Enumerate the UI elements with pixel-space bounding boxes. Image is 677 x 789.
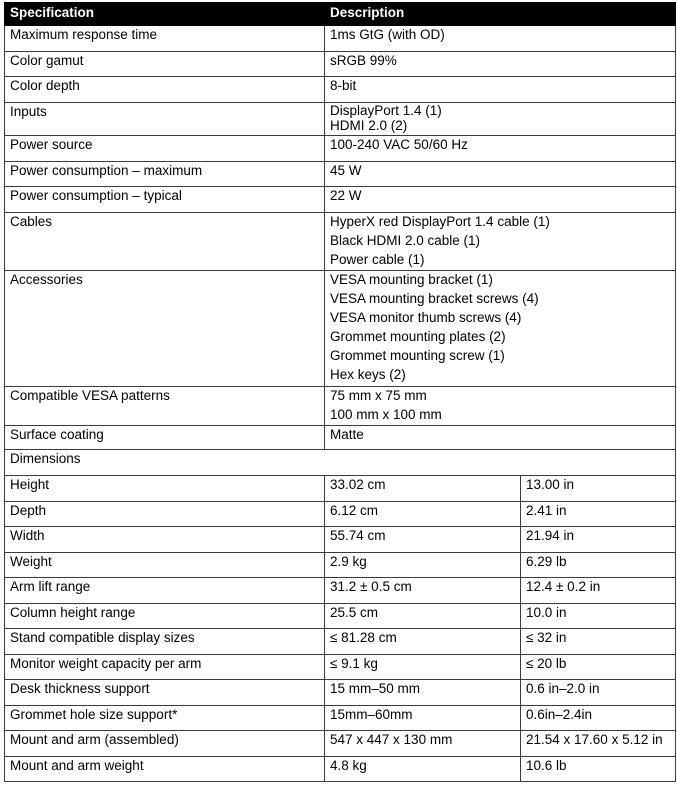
- table-row: [5, 502, 676, 527]
- spec-value: [325, 77, 676, 103]
- spec-value: [325, 187, 676, 213]
- table-row: [5, 213, 676, 271]
- dimension-imperial: 21.54 x 17.60 x 5.12 in: [521, 731, 676, 757]
- dimension-metric: 4.8 kg: [325, 757, 521, 782]
- dimension-label: Stand compatible display sizes: [5, 629, 325, 655]
- dimension-label: Depth: [5, 502, 325, 527]
- dimension-label: Grommet hole size support*: [5, 706, 325, 731]
- table-row: [5, 136, 676, 162]
- table-row: [5, 103, 676, 136]
- dimension-imperial: 10.0 in: [521, 604, 676, 629]
- dimension-imperial: 13.00 in: [521, 476, 676, 502]
- dimension-label: Column height range: [5, 604, 325, 629]
- table-row: [5, 604, 676, 629]
- table-row: [5, 527, 676, 553]
- table-row: [5, 655, 676, 680]
- spec-value-line: 45 W: [330, 163, 362, 178]
- spec-value-line: 22 W: [330, 188, 362, 203]
- header-specification: Specification: [5, 3, 325, 26]
- spec-value-line: HDMI 2.0 (2): [330, 118, 408, 133]
- table-row: [5, 426, 676, 450]
- spec-value-line: 1ms GtG (with OD): [330, 27, 445, 42]
- dimension-metric: 15mm–60mm: [325, 706, 521, 731]
- spec-value: [325, 271, 676, 387]
- dimension-label: Width: [5, 527, 325, 553]
- dimension-imperial: 10.6 lb: [521, 757, 676, 782]
- dimension-label: Monitor weight capacity per arm: [5, 655, 325, 680]
- table-row: [5, 26, 676, 52]
- dimension-metric: 2.9 kg: [325, 553, 521, 578]
- table-row: [5, 271, 676, 387]
- table-row: [5, 706, 676, 731]
- spec-label: Power source: [5, 136, 325, 162]
- spec-value-line: Grommet mounting plates (2): [330, 329, 506, 344]
- dimension-label: Mount and arm (assembled): [5, 731, 325, 757]
- spec-value: [325, 26, 676, 52]
- spec-value-line: Hex keys (2): [330, 367, 406, 382]
- dimension-metric: 33.02 cm: [325, 476, 521, 502]
- spec-value-line: DisplayPort 1.4 (1): [330, 103, 442, 118]
- dimension-imperial: ≤ 32 in: [521, 629, 676, 655]
- table-row: [5, 476, 676, 502]
- spec-value: [325, 213, 676, 271]
- dimension-metric: 55.74 cm: [325, 527, 521, 553]
- dimension-label: Weight: [5, 553, 325, 578]
- spec-label: Compatible VESA patterns: [5, 387, 325, 426]
- dimension-imperial: 2.41 in: [521, 502, 676, 527]
- spec-label: Maximum response time: [5, 26, 325, 52]
- spec-value-line: VESA mounting bracket (1): [330, 272, 493, 287]
- table-row: [5, 680, 676, 706]
- spec-table: [4, 2, 676, 782]
- dimension-label: Mount and arm weight: [5, 757, 325, 782]
- spec-value-line: Grommet mounting screw (1): [330, 348, 505, 363]
- dimension-metric: 31.2 ± 0.5 cm: [325, 578, 521, 604]
- table-row: [5, 578, 676, 604]
- spec-value-line: 100 mm x 100 mm: [330, 407, 442, 422]
- spec-label: Cables: [5, 213, 325, 271]
- dimension-metric: ≤ 81.28 cm: [325, 629, 521, 655]
- dimension-metric: ≤ 9.1 kg: [325, 655, 521, 680]
- dimension-imperial: 6.29 lb: [521, 553, 676, 578]
- table-row: [5, 629, 676, 655]
- spec-label: Inputs: [5, 103, 325, 136]
- spec-value-line: VESA monitor thumb screws (4): [330, 310, 522, 325]
- spec-value-line: Matte: [330, 427, 364, 442]
- dimension-imperial: 0.6in–2.4in: [521, 706, 676, 731]
- spec-value: [325, 162, 676, 187]
- dimension-label: Arm lift range: [5, 578, 325, 604]
- spec-value-line: Power cable (1): [330, 252, 425, 267]
- table-row: [5, 387, 676, 426]
- spec-value: [325, 52, 676, 77]
- dimension-imperial: 0.6 in–2.0 in: [521, 680, 676, 706]
- table-row: [5, 187, 676, 213]
- header-description: Description: [325, 3, 676, 26]
- dimension-metric: 15 mm–50 mm: [325, 680, 521, 706]
- spec-value-line: HyperX red DisplayPort 1.4 cable (1): [330, 214, 550, 229]
- spec-value-line: 75 mm x 75 mm: [330, 388, 427, 403]
- dimension-metric: 25.5 cm: [325, 604, 521, 629]
- spec-value: [325, 387, 676, 426]
- dimension-label: Desk thickness support: [5, 680, 325, 706]
- dimension-imperial: 12.4 ± 0.2 in: [521, 578, 676, 604]
- spec-value-line: 100-240 VAC 50/60 Hz: [330, 137, 468, 152]
- spec-label: Surface coating: [5, 426, 325, 450]
- spec-value-line: VESA mounting bracket screws (4): [330, 291, 539, 306]
- table-row: [5, 731, 676, 757]
- spec-value: [325, 136, 676, 162]
- table-row: [5, 52, 676, 77]
- spec-value-line: Black HDMI 2.0 cable (1): [330, 233, 481, 248]
- section-row-dimensions: [5, 450, 676, 476]
- spec-value-line: 8-bit: [330, 78, 357, 93]
- dimension-imperial: ≤ 20 lb: [521, 655, 676, 680]
- table-row: [5, 757, 676, 782]
- spec-value-line: sRGB 99%: [330, 53, 397, 68]
- dimension-metric: 6.12 cm: [325, 502, 521, 527]
- spec-label: Power consumption – typical: [5, 187, 325, 213]
- spec-label: Accessories: [5, 271, 325, 387]
- table-row: [5, 553, 676, 578]
- spec-label: Power consumption – maximum: [5, 162, 325, 187]
- spec-label: Color gamut: [5, 52, 325, 77]
- spec-value: [325, 103, 676, 136]
- table-row: [5, 162, 676, 187]
- spec-value: [325, 426, 676, 450]
- spec-label: Color depth: [5, 77, 325, 103]
- header-row: [5, 3, 676, 26]
- section-title-dimensions: Dimensions: [5, 450, 676, 476]
- dimension-metric: 547 x 447 x 130 mm: [325, 731, 521, 757]
- dimension-imperial: 21.94 in: [521, 527, 676, 553]
- table-row: [5, 77, 676, 103]
- dimension-label: Height: [5, 476, 325, 502]
